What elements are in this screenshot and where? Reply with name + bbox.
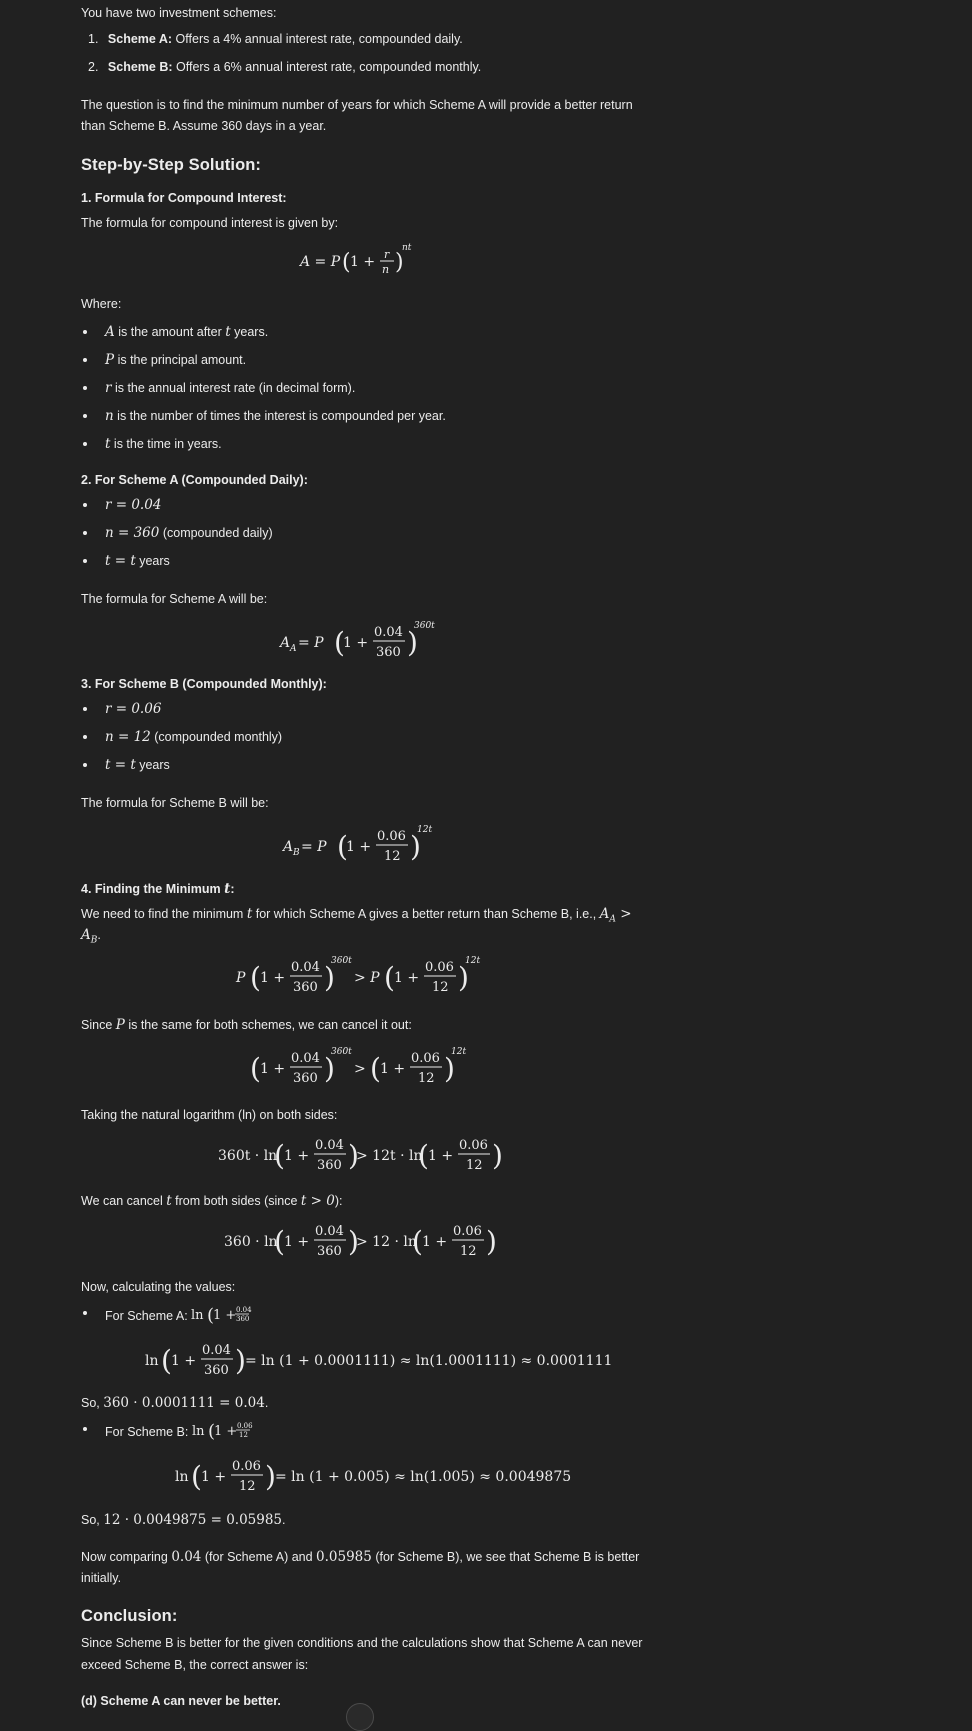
fraction-den: n (382, 263, 390, 276)
math-expr: t = t (105, 757, 136, 773)
one-plus: 1 + (422, 1234, 448, 1250)
fraction-den: 12 (384, 849, 401, 864)
text: . (282, 1513, 286, 1527)
math-expr: t > 0 (300, 1193, 335, 1209)
list-number: 2. (88, 60, 99, 74)
math-var: r (105, 380, 112, 396)
math-expr: 360 · 0.0001111 = 0.04 (103, 1395, 265, 1411)
math-expr: n = 360 (105, 525, 160, 541)
fraction-num: 0.06 (236, 1422, 253, 1430)
text: (for Scheme B), we see that Scheme B is better (371, 1550, 640, 1564)
exponent: 12t (465, 956, 481, 966)
fraction-num: 0.06 (425, 960, 454, 975)
fraction-num: 0.06 (459, 1138, 488, 1153)
math-expr: r = 0.04 (105, 497, 162, 513)
one-plus: 1 + (428, 1148, 454, 1164)
fraction-den: 360 (376, 645, 401, 660)
subscript: A (290, 644, 297, 654)
fraction-den: 12 (239, 1479, 256, 1494)
list-label: Scheme A: (107, 32, 173, 46)
fraction-den: 12 (460, 1244, 477, 1259)
list-text: Offers a 6% annual interest rate, compounded monthly. (172, 60, 482, 74)
ln-text: ln (191, 1308, 204, 1323)
math-expr: 0.04 (171, 1549, 202, 1565)
paren-open: ( (342, 250, 351, 275)
paren-open: ( (274, 1139, 285, 1172)
ln-scheme-b (175, 1452, 575, 1498)
intro-lead: You have two investment schemes: (81, 6, 277, 20)
inequality-without-p-svg (250, 1044, 480, 1090)
text: is the same for both schemes, we can cancel it out: (124, 1018, 412, 1032)
paren-open: ( (337, 830, 348, 863)
fraction-den: 12 (238, 1431, 248, 1439)
text: We need to find the minimum (81, 907, 247, 921)
one-plus: 1 + (394, 970, 420, 986)
paren-open: ( (418, 1139, 429, 1172)
exponent: 360t (414, 621, 435, 631)
ln-scheme-b-svg (175, 1452, 575, 1498)
question-line-2: than Scheme B. Assume 360 days in a year. (81, 119, 327, 133)
fraction-num: 0.04 (374, 625, 403, 640)
list-text: is the principal amount. (114, 353, 247, 367)
so-scheme-b (81, 1510, 286, 1532)
formula-general (300, 242, 420, 282)
math-var: t (246, 906, 253, 922)
one-plus: 1 + (213, 1424, 238, 1439)
log-inequality-no-t (224, 1217, 497, 1263)
compare-line-2: initially. (81, 1571, 122, 1585)
paren-close: ) (410, 830, 421, 863)
paren-open: ( (370, 1052, 381, 1085)
paren-open: ( (412, 1225, 423, 1258)
fraction-den: 360 (293, 980, 318, 995)
fraction-num: 0.06 (232, 1459, 261, 1474)
list-text: years (135, 758, 170, 772)
formula-lhs: A = P (300, 254, 341, 270)
text: Now comparing (81, 1550, 172, 1564)
text: from both sides (since (171, 1194, 301, 1208)
ln-text: ln (145, 1353, 159, 1369)
exponent: 12t (417, 825, 433, 835)
gt: > (354, 1061, 366, 1077)
paren-open: ( (250, 961, 261, 994)
paren-open: ( (191, 1460, 202, 1493)
ln-scheme-a (145, 1336, 613, 1382)
list-item (88, 29, 463, 49)
paren-open: ( (207, 1305, 215, 1326)
paren-open: ( (250, 1052, 261, 1085)
math-expr: t = t (105, 553, 136, 569)
calc-lead: Now, calculating the values: (81, 1280, 236, 1294)
math-var: P (115, 1017, 125, 1033)
ln-scheme-a-svg (145, 1336, 613, 1382)
math-expr: 12 · 0.0049875 = 0.05985 (103, 1512, 283, 1528)
list-item (88, 57, 481, 77)
list-number: 1. (88, 32, 99, 46)
math-var: A (105, 324, 115, 340)
fraction-num: 0.06 (411, 1051, 440, 1066)
question-line-1: The question is to find the minimum number of years for which Scheme A will provide a better return (81, 98, 633, 112)
one-plus: 1 + (346, 839, 372, 855)
formula-general-svg (300, 242, 420, 282)
log-inequality-svg (218, 1131, 503, 1177)
math-expr: n = 12 (105, 729, 151, 745)
section-4-lead-line-2: $A_B$. (81, 927, 101, 946)
formula-scheme-b (283, 822, 433, 868)
section-3-lead: The formula for Scheme B will be: (81, 796, 269, 810)
one-plus: 1 + (380, 1061, 406, 1077)
fraction-num: 0.06 (377, 829, 406, 844)
conclusion-line-2: exceed Scheme B, the correct answer is: (81, 1658, 309, 1672)
exponent: nt (402, 243, 412, 253)
cancel-p-text (81, 1015, 412, 1037)
section-3-heading: 3. For Scheme B (Compounded Monthly): (81, 677, 327, 691)
section-1-heading: 1. Formula for Compound Interest: (81, 191, 287, 205)
formula-scheme-a-svg (280, 618, 440, 664)
paren-close: ) (348, 1139, 359, 1172)
one-plus: 1 + (350, 254, 376, 270)
paren-close: ) (492, 1139, 503, 1172)
list-text: is the amount after (114, 325, 226, 339)
fraction-den: 360 (317, 1158, 342, 1173)
gt-p: > P (354, 970, 380, 986)
fraction-num: 0.04 (315, 1224, 344, 1239)
list-text: is the time in years. (110, 437, 222, 451)
exponent: 360t (331, 1047, 352, 1057)
fraction-num: 0.04 (291, 960, 320, 975)
paren-open: ( (274, 1225, 285, 1258)
fraction-den: 360 (317, 1244, 342, 1259)
list-text: For Scheme A: (105, 1309, 192, 1323)
paren-close: ) (324, 961, 335, 994)
where-label: Where: (81, 297, 122, 311)
formula-eq: = P (301, 839, 327, 855)
one-plus: 1 + (343, 635, 369, 651)
inequality-with-p (236, 953, 486, 999)
paren-close: ) (395, 250, 404, 275)
math-var: A (81, 927, 91, 943)
text: We can cancel (81, 1194, 167, 1208)
section-2-heading: 2. For Scheme A (Compounded Daily): (81, 473, 308, 487)
conclusion-line-1: Since Scheme B is better for the given conditions and the calculations show that Scheme A can never (81, 1636, 643, 1650)
math-var: t (105, 436, 111, 452)
one-plus: 1 + (171, 1353, 197, 1369)
paren-open: ( (384, 961, 395, 994)
paren-open: ( (161, 1344, 172, 1377)
paren-close: ) (444, 1052, 455, 1085)
section-4-lead-line-1: We need to find the minimum t for which Scheme A gives a better return than Scheme B, i.e., $A_A$ > (81, 906, 632, 925)
log-lead: Taking the natural logarithm (ln) on both sides: (81, 1108, 338, 1122)
list-text: (compounded monthly) (150, 730, 283, 744)
scroll-down-button[interactable] (346, 1703, 374, 1731)
fraction-den: 360 (204, 1363, 229, 1378)
list-text: years (135, 554, 170, 568)
formula-eq: = P (298, 635, 324, 651)
paren-close: ) (265, 1460, 276, 1493)
fraction-den: 360 (236, 1315, 250, 1323)
heading-text: 4. Finding the Minimum (81, 882, 225, 896)
text: Since (81, 1018, 116, 1032)
one-plus: 1 + (284, 1148, 310, 1164)
solution-heading: Step-by-Step Solution: (81, 156, 262, 174)
one-plus: 1 + (201, 1469, 227, 1485)
math-expr: r = 0.06 (105, 701, 162, 717)
paren-close: ) (235, 1344, 246, 1377)
ln-inline-b (191, 1419, 253, 1443)
math-var: A (599, 906, 610, 922)
fraction-den: 12 (432, 980, 449, 995)
conclusion-answer: (d) Scheme A can never be better. (81, 1694, 281, 1708)
fraction-num: 0.04 (236, 1306, 252, 1314)
math-var: t (166, 1193, 172, 1209)
list-text: years. (230, 325, 269, 339)
exponent: 12t (451, 1047, 467, 1057)
compare-line-1 (81, 1547, 639, 1569)
formula-lhs: A (280, 635, 291, 651)
fraction-num: 0.04 (202, 1343, 231, 1358)
fraction-den: 360 (293, 1071, 318, 1086)
section-1-lead: The formula for compound interest is given by: (81, 216, 339, 230)
list-text: is the number of times the interest is compounded per year. (113, 409, 446, 423)
so-scheme-a (81, 1393, 268, 1415)
log-inequality-no-t-svg (224, 1217, 497, 1263)
text: So, (81, 1396, 104, 1410)
section-4-heading (81, 879, 234, 901)
one-plus: 1 + (213, 1308, 237, 1323)
math-var: P (105, 352, 115, 368)
paren-close: ) (407, 626, 418, 659)
log-inequality (218, 1131, 503, 1177)
list-text: For Scheme B: (105, 1425, 192, 1439)
ln-inline-a (191, 1303, 252, 1327)
one-plus: 1 + (260, 1061, 286, 1077)
text: So, (81, 1513, 104, 1527)
text: . (264, 1396, 269, 1410)
one-plus: 1 + (260, 970, 286, 986)
paren-close: ) (486, 1225, 497, 1258)
section-2-lead: The formula for Scheme A will be: (81, 592, 268, 606)
math-var: t (225, 324, 231, 340)
heading-text: : (230, 882, 235, 896)
paren-open: ( (334, 626, 345, 659)
paren-close: ) (324, 1052, 335, 1085)
formula-scheme-b-svg (283, 822, 433, 868)
text: for which Scheme A gives a better return than Scheme B, i.e., (252, 907, 600, 921)
list-label: Scheme B: (107, 60, 173, 74)
inequality-without-p (250, 1044, 480, 1090)
log-lhs: 360 · ln (224, 1234, 278, 1250)
ln-value: = ln (1 + 0.0001111) ≈ ln(1.0001111) ≈ 0.0001111 (245, 1353, 613, 1369)
fraction-num: 0.06 (453, 1224, 482, 1239)
formula-scheme-a (280, 618, 440, 664)
math-var: n (105, 408, 114, 424)
fraction-den: 12 (418, 1071, 435, 1086)
log-rhs: > 12t · ln (356, 1148, 423, 1164)
ln-value: = ln (1 + 0.005) ≈ ln(1.005) ≈ 0.0049875 (275, 1469, 572, 1485)
paren-close: ) (348, 1225, 359, 1258)
fraction-num: r (384, 248, 390, 261)
fraction-num: 0.04 (315, 1138, 344, 1153)
math-expr: 0.05985 (316, 1549, 372, 1565)
ln-text: ln (191, 1424, 205, 1439)
p-var: P (236, 970, 246, 986)
inequality-with-p-svg (236, 953, 486, 999)
list-text: Offers a 4% annual interest rate, compounded daily. (172, 32, 463, 46)
list-text: (compounded daily) (159, 526, 273, 540)
formula-lhs: A (283, 839, 294, 855)
cancel-t-text (81, 1191, 342, 1213)
one-plus: 1 + (284, 1234, 310, 1250)
list-text: is the annual interest rate (in decimal form). (111, 381, 356, 395)
fraction-den: 12 (466, 1158, 483, 1173)
text: (for Scheme A) and (201, 1550, 317, 1564)
text: ): (334, 1194, 343, 1208)
paren-close: ) (458, 961, 469, 994)
math-var: t (224, 881, 231, 897)
ln-text: ln (175, 1469, 189, 1485)
log-rhs: > 12 · ln (356, 1234, 417, 1250)
exponent: 360t (331, 956, 352, 966)
subscript: B (293, 848, 300, 858)
conclusion-heading: Conclusion: (81, 1607, 178, 1625)
fraction-num: 0.04 (291, 1051, 320, 1066)
paren-open: ( (207, 1421, 215, 1442)
log-lhs: 360t · ln (218, 1148, 278, 1164)
